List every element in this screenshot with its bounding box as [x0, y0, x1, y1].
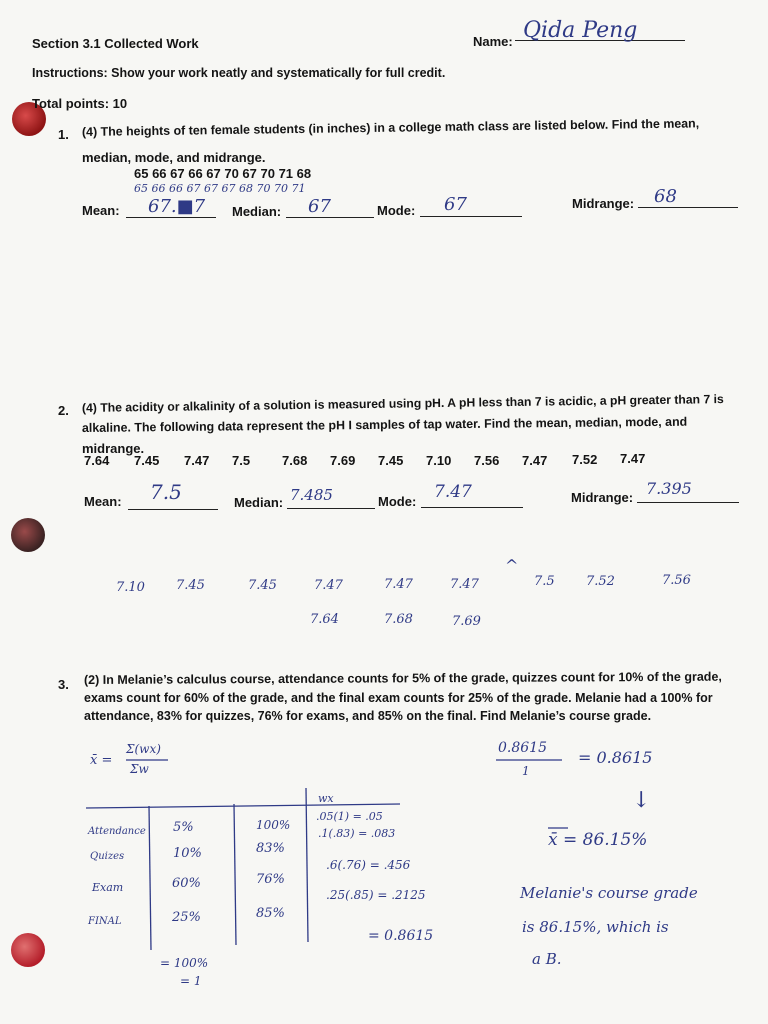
q2-text-line3: midrange.: [82, 441, 145, 456]
q1-median-value: 67: [308, 196, 331, 217]
q2-sorted-value: 7.45: [176, 578, 205, 593]
q2-mean-label: Mean:: [84, 494, 122, 509]
down-arrow-icon: ↓: [632, 788, 651, 813]
q3-conclusion-line3: a B.: [532, 950, 562, 968]
q3-row-name: Attendance: [88, 826, 146, 837]
q2-insert-caret: ^: [505, 556, 519, 575]
q2-mean-value: 7.5: [150, 480, 182, 504]
q3-row-name: Quizes: [90, 851, 125, 862]
q2-text-line2: alkaline. The following data represent the pH I samples of tap water. Find the mean, median, mode, and: [81, 414, 688, 435]
q3-row-wx: .05(1) = .05: [316, 810, 383, 823]
q2-data-value: 7.5: [232, 453, 251, 468]
q3-row-score: 100%: [256, 818, 291, 832]
q1-mean-value: 67.■7: [148, 196, 206, 217]
q3-wx-total: = 0.8615: [368, 928, 434, 944]
q2-median-value: 7.485: [290, 486, 333, 504]
table-divider-1: [149, 806, 151, 950]
q3-conclusion-line2: is 86.15%, which is: [522, 918, 669, 936]
q3-fraction-result: = 0.8615: [578, 748, 653, 767]
table-divider-2: [234, 804, 236, 945]
q3-row-name: Exam: [92, 881, 124, 894]
worksheet-title: Section 3.1 Collected Work: [32, 36, 199, 51]
q3-number: 3.: [58, 677, 69, 692]
instructions: Instructions: Show your work neatly and systematically for full credit.: [32, 66, 446, 80]
q3-w-total-2: = 1: [180, 974, 202, 988]
q3-formula-numerator: Σ(wx): [126, 742, 161, 756]
q3-row-score: 76%: [256, 872, 285, 887]
q2-sorted-value: 7.64: [310, 612, 339, 627]
q3-fraction-denominator: 1: [522, 764, 530, 778]
q1-mode-label: Mode:: [377, 203, 416, 218]
q2-sorted-value: 7.69: [452, 614, 481, 629]
q2-data-value: 7.56: [474, 453, 500, 468]
table-divider-3: [306, 788, 308, 942]
q2-midrange-value: 7.395: [646, 479, 692, 498]
q1-median-label: Median:: [232, 204, 282, 219]
name-value: Qida Peng: [523, 18, 638, 43]
q2-data-value: 7.47: [522, 453, 548, 468]
q2-data-value: 7.10: [426, 453, 452, 468]
q1-midrange-label: Midrange:: [572, 196, 635, 211]
q1-text-line2: median, mode, and midrange.: [82, 150, 266, 165]
q1-mode-value: 67: [444, 194, 467, 215]
q2-mode-label: Mode:: [378, 494, 417, 509]
q2-sorted-value: 7.47: [314, 578, 343, 593]
table-header-rule: [86, 804, 400, 808]
q2-data-value: 7.64: [84, 453, 110, 468]
q2-data-value: 7.45: [134, 453, 160, 468]
q3-text-line2: exams count for 60% of the grade, and the final exam counts for 25% of the grade. Melanie had a 100% for: [84, 691, 713, 705]
q3-row-weight: 10%: [173, 846, 202, 861]
q3-formula-denominator: Σw: [130, 762, 149, 776]
q2-sorted-value: 7.68: [384, 612, 413, 627]
q2-text-line1: (4) The acidity or alkalinity of a solution is measured using pH. A pH less than 7 is acidic, a pH greater than 7 is: [81, 392, 724, 415]
q1-number: 1.: [58, 127, 69, 142]
q2-data-value: 7.69: [330, 453, 356, 468]
q3-w-total: = 100%: [160, 956, 209, 970]
q3-text-line1: (2) In Melanie’s calculus course, attendance counts for 5% of the grade, quizzes count for 10% of the grade,: [83, 669, 722, 687]
q2-number: 2.: [58, 403, 69, 418]
q2-data-value: 7.68: [282, 453, 308, 468]
q3-text-line3: attendance, 83% for quizzes, 76% for exams, and 85% on the final. Find Melanie’s course grade.: [84, 709, 652, 723]
q1-data-sorted: 65 66 66 67 67 67 68 70 70 71: [134, 182, 306, 195]
q2-data-value: 7.52: [572, 452, 598, 467]
q1-text-line1: (4) The heights of ten female students (in inches) in a college math class are listed below. Find the mean,: [81, 116, 700, 139]
q3-row-name: FINAL: [88, 916, 122, 927]
q3-row-wx: .25(.85) = .2125: [326, 888, 426, 902]
name-label: Name:: [473, 34, 513, 49]
q1-mean-label: Mean:: [82, 203, 120, 218]
total-points: Total points: 10: [32, 96, 128, 111]
q3-xbar-result: x̄ = 86.15%: [548, 830, 648, 850]
q3-row-weight: 60%: [172, 876, 201, 891]
q3-row-score: 83%: [256, 841, 285, 856]
q3-formula-lhs: x̄ =: [90, 753, 113, 768]
q3-row-weight: 5%: [173, 820, 194, 835]
q3-row-wx: .1(.83) = .083: [318, 827, 396, 840]
q1-data: 65 66 67 66 67 70 67 70 71 68: [134, 166, 312, 181]
q3-conclusion-line1: Melanie's course grade: [520, 884, 698, 902]
q2-sorted-value: 7.10: [116, 580, 145, 595]
q3-row-wx: .6(.76) = .456: [326, 858, 411, 872]
q3-row-weight: 25%: [172, 910, 201, 925]
q2-data-value: 7.47: [184, 453, 210, 468]
q2-sorted-value: 7.52: [586, 574, 615, 589]
q2-sorted-value: 7.45: [248, 578, 277, 593]
q2-midrange-label: Midrange:: [571, 490, 634, 505]
q3-row-score: 85%: [256, 906, 285, 921]
q3-wx-header: wx: [318, 792, 334, 805]
q2-data-value: 7.45: [378, 453, 404, 468]
q3-fraction-numerator: 0.8615: [498, 740, 547, 756]
q2-data-value: 7.47: [620, 451, 646, 466]
q2-sorted-value: 7.47: [450, 577, 479, 592]
q1-midrange-value: 68: [654, 186, 677, 207]
q2-median-label: Median:: [234, 495, 284, 510]
q2-sorted-value: 7.56: [662, 573, 691, 588]
q2-sorted-value: 7.47: [384, 577, 413, 592]
q2-sorted-value: 7.5: [534, 574, 555, 589]
q2-mode-value: 7.47: [434, 482, 472, 502]
